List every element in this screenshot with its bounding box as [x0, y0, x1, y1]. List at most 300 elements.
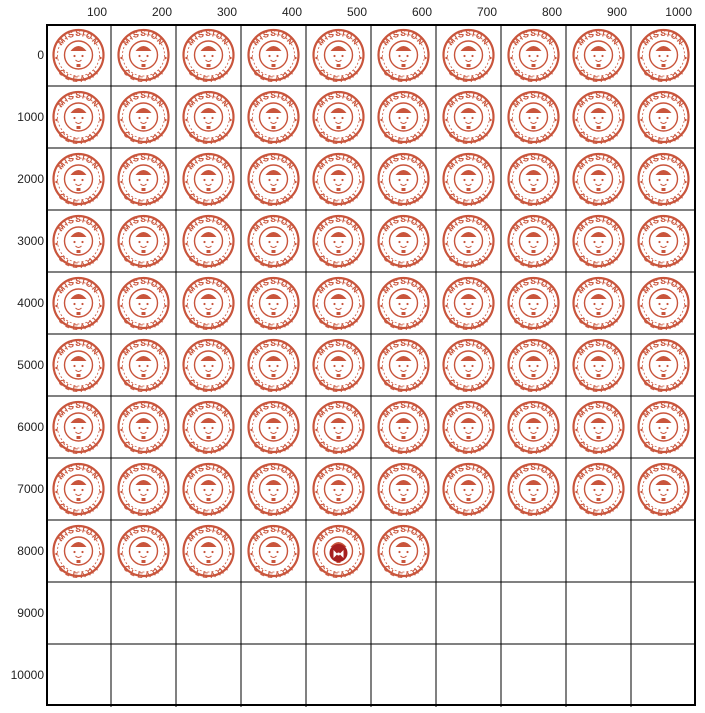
stamp-character-icon: [266, 232, 282, 253]
stamp-character-icon: [461, 418, 477, 439]
mission-clear-stamp: [509, 463, 559, 518]
mission-clear-stamp: [314, 339, 364, 394]
stamp-top-text: MISSION: [316, 525, 362, 544]
column-label: 1000: [665, 5, 692, 19]
stamp-bottom-text: CLEAR!: [316, 253, 361, 271]
column-label: 300: [216, 5, 237, 19]
mission-clear-stamp: [314, 463, 364, 518]
stamp-character-icon: [526, 294, 542, 315]
stamp-character-icon: [71, 542, 87, 563]
stamp-bottom-text: CLEAR!: [316, 377, 361, 395]
stamp-top-text: MISSION: [511, 401, 557, 420]
column-label: 100: [86, 5, 107, 19]
mission-clear-stamp: [574, 401, 624, 456]
stamp-bottom-text: CLEAR!: [641, 377, 686, 395]
stamp-character-icon: [201, 294, 217, 315]
mission-clear-stamp: [119, 463, 169, 518]
column-label: 900: [606, 5, 627, 19]
column-header: [0, 0, 705, 24]
stamp-top-text: MISSION: [186, 153, 232, 172]
stamp-top-text: MISSION: [316, 153, 362, 172]
stamp-bottom-text: CLEAR!: [316, 563, 361, 581]
stamp-character-icon: [656, 356, 672, 377]
column-label: 800: [541, 5, 562, 19]
stamp-bottom-text: CLEAR!: [446, 191, 491, 209]
stamp-top-text: MISSION: [641, 215, 687, 234]
stamp-top-text: MISSION: [121, 29, 167, 48]
stamp-top-text: MISSION: [381, 91, 427, 110]
stamp-bottom-text: CLEAR!: [251, 439, 296, 457]
stamp-bottom-text: CLEAR!: [446, 501, 491, 519]
stamp-character-icon: [591, 418, 607, 439]
stamp-character-icon: [136, 170, 152, 191]
stamp-top-text: MISSION: [576, 153, 622, 172]
stamp-bottom-text: CLEAR!: [316, 191, 361, 209]
stamp-bottom-text: CLEAR!: [121, 501, 166, 519]
mission-clear-stamp: [444, 463, 494, 518]
stamp-character-icon: [331, 356, 347, 377]
stamp-top-text: MISSION: [186, 277, 232, 296]
stamp-character-icon: [591, 480, 607, 501]
mission-clear-stamp: [639, 215, 689, 270]
stamp-top-text: MISSION: [186, 525, 232, 544]
stamp-bottom-text: CLEAR!: [511, 129, 556, 147]
stamp-bottom-text: CLEAR!: [381, 377, 426, 395]
stamp-bottom-text: CLEAR!: [511, 191, 556, 209]
stamp-character-icon: [656, 108, 672, 129]
stamp-bottom-text: CLEAR!: [381, 563, 426, 581]
mission-clear-stamp: [509, 29, 559, 84]
mission-clear-stamp: [54, 463, 104, 518]
stamp-character-icon: [331, 418, 347, 439]
mission-clear-stamp: [54, 525, 104, 580]
mission-clear-stamp: [639, 153, 689, 208]
stamp-bottom-text: CLEAR!: [121, 563, 166, 581]
stamp-character-icon: [461, 46, 477, 67]
stamp-top-text: MISSION: [641, 153, 687, 172]
stamp-character-icon: [591, 46, 607, 67]
stamp-character-icon: [461, 170, 477, 191]
stamp-top-text: MISSION: [121, 91, 167, 110]
stamp-character-icon: [526, 480, 542, 501]
stamp-top-text: MISSION: [576, 29, 622, 48]
mission-clear-stamp: [54, 29, 104, 84]
mission-clear-stamp: [574, 153, 624, 208]
stamp-grid: [46, 24, 696, 707]
stamp-character-icon: [331, 480, 347, 501]
stamp-bottom-text: CLEAR!: [446, 377, 491, 395]
stamp-character-icon: [331, 294, 347, 315]
row-label: 2000: [17, 172, 44, 186]
mission-clear-stamp: [509, 401, 559, 456]
stamp-top-text: MISSION: [511, 153, 557, 172]
stamp-top-text: MISSION: [121, 525, 167, 544]
stamp-bottom-text: CLEAR!: [381, 315, 426, 333]
stamp-character-icon: [461, 480, 477, 501]
stamp-top-text: MISSION: [511, 91, 557, 110]
mission-clear-stamp: [314, 91, 364, 146]
stamp-character-icon: [526, 418, 542, 439]
stamp-character-icon: [71, 170, 87, 191]
stamp-character-icon: [201, 542, 217, 563]
stamp-character-icon: [461, 356, 477, 377]
stamp-character-icon: [331, 232, 347, 253]
mission-clear-stamp: [119, 339, 169, 394]
stamp-top-text: MISSION: [511, 29, 557, 48]
stamp-character-icon: [461, 108, 477, 129]
mission-clear-stamp: [184, 463, 234, 518]
stamp-character-icon: [201, 418, 217, 439]
row-label: 5000: [17, 358, 44, 372]
stamp-bottom-text: CLEAR!: [251, 129, 296, 147]
stamp-character-icon: [136, 542, 152, 563]
row-label: 7000: [17, 482, 44, 496]
stamp-top-text: MISSION: [641, 29, 687, 48]
stamp-top-text: MISSION: [56, 401, 102, 420]
stamp-top-text: MISSION: [576, 463, 622, 482]
mission-clear-stamp: [314, 215, 364, 270]
mission-clear-stamp: [444, 153, 494, 208]
stamp-bottom-text: CLEAR!: [641, 191, 686, 209]
stamp-top-text: MISSION: [316, 29, 362, 48]
stamp-character-icon: [526, 108, 542, 129]
stamp-top-text: MISSION: [56, 463, 102, 482]
stamp-character-icon: [656, 480, 672, 501]
stamp-bottom-text: CLEAR!: [121, 191, 166, 209]
mission-clear-stamp: [314, 401, 364, 456]
mission-clear-stamp: [509, 277, 559, 332]
stamp-character-icon: [591, 356, 607, 377]
stamp-bottom-text: CLEAR!: [511, 253, 556, 271]
stamp-top-text: MISSION: [381, 339, 427, 358]
mission-clear-stamp: [444, 29, 494, 84]
stamp-bottom-text: CLEAR!: [511, 315, 556, 333]
mission-clear-stamp: [639, 29, 689, 84]
stamp-character-icon: [136, 108, 152, 129]
mission-clear-stamp: [574, 91, 624, 146]
stamp-top-text: MISSION: [251, 215, 297, 234]
column-label: 400: [281, 5, 302, 19]
stamp-top-text: MISSION: [381, 525, 427, 544]
stamp-character-icon: [331, 108, 347, 129]
stamp-bottom-text: CLEAR!: [186, 253, 231, 271]
mission-clear-stamp: [444, 401, 494, 456]
stamp-bottom-text: CLEAR!: [511, 439, 556, 457]
stamp-bottom-text: CLEAR!: [576, 191, 621, 209]
stamp-top-text: MISSION: [446, 339, 492, 358]
row-label: 8000: [17, 544, 44, 558]
stamp-bottom-text: CLEAR!: [251, 191, 296, 209]
stamp-character-icon: [396, 418, 412, 439]
stamp-character-icon: [396, 542, 412, 563]
stamp-character-icon: [201, 170, 217, 191]
mission-clear-stamp: [639, 339, 689, 394]
stamp-top-text: MISSION: [121, 463, 167, 482]
stamp-bottom-text: CLEAR!: [186, 315, 231, 333]
stamp-bottom-text: CLEAR!: [186, 129, 231, 147]
stamp-bottom-text: CLEAR!: [381, 253, 426, 271]
stamp-top-text: MISSION: [641, 91, 687, 110]
stamp-bottom-text: CLEAR!: [446, 439, 491, 457]
stamp-top-text: MISSION: [576, 215, 622, 234]
stamp-bottom-text: CLEAR!: [121, 315, 166, 333]
stamp-bottom-text: CLEAR!: [186, 377, 231, 395]
stamp-character-icon: [461, 294, 477, 315]
stamp-character-icon: [656, 232, 672, 253]
mission-clear-stamp: [249, 277, 299, 332]
mission-clear-stamp: [184, 401, 234, 456]
stamp-bottom-text: CLEAR!: [251, 315, 296, 333]
mission-clear-stamp: [444, 277, 494, 332]
stamp-character-icon: [591, 294, 607, 315]
mission-clear-stamp: [314, 29, 364, 84]
mission-clear-stamp: [249, 463, 299, 518]
mission-clear-stamp: [54, 401, 104, 456]
mission-clear-stamp: [444, 91, 494, 146]
mission-clear-stamp: [249, 29, 299, 84]
stamp-bottom-text: CLEAR!: [381, 67, 426, 85]
mission-clear-stamp: [509, 153, 559, 208]
stamp-character-icon: [396, 480, 412, 501]
stamp-bottom-text: CLEAR!: [56, 191, 101, 209]
stamp-bottom-text: CLEAR!: [56, 129, 101, 147]
mission-clear-stamp: [639, 91, 689, 146]
stamp-character-icon: [396, 356, 412, 377]
mission-clear-stamp: [184, 215, 234, 270]
stamp-bottom-text: CLEAR!: [186, 67, 231, 85]
column-label: 600: [411, 5, 432, 19]
stamp-top-text: MISSION: [251, 339, 297, 358]
stamp-top-text: MISSION: [251, 401, 297, 420]
stamp-top-text: MISSION: [251, 277, 297, 296]
stamp-top-text: MISSION: [316, 277, 362, 296]
stamp-bottom-text: CLEAR!: [186, 191, 231, 209]
stamp-character-icon: [71, 356, 87, 377]
mission-clear-stamp: [184, 91, 234, 146]
stamp-bottom-text: CLEAR!: [576, 377, 621, 395]
stamp-character-icon: [266, 108, 282, 129]
stamp-top-text: MISSION: [121, 277, 167, 296]
stamp-bottom-text: CLEAR!: [56, 253, 101, 271]
stamp-bottom-text: CLEAR!: [56, 563, 101, 581]
mission-clear-stamp: [379, 29, 429, 84]
mission-clear-stamp: [314, 153, 364, 208]
stamp-top-text: MISSION: [56, 29, 102, 48]
stamp-character-icon: [656, 418, 672, 439]
stamp-bottom-text: CLEAR!: [316, 439, 361, 457]
stamp-bottom-text: CLEAR!: [316, 501, 361, 519]
stamp-character-icon: [201, 480, 217, 501]
mission-clear-stamp: [119, 277, 169, 332]
stamp-bottom-text: CLEAR!: [121, 377, 166, 395]
row-label: 10000: [10, 668, 44, 682]
special-mark-icon: [330, 544, 348, 562]
stamp-top-text: MISSION: [381, 463, 427, 482]
mission-clear-stamp: [184, 525, 234, 580]
stamp-top-text: MISSION: [511, 277, 557, 296]
stamp-bottom-text: CLEAR!: [316, 129, 361, 147]
stamp-top-text: MISSION: [381, 215, 427, 234]
mission-clear-stamp: [509, 339, 559, 394]
mission-clear-stamp: [119, 29, 169, 84]
mission-clear-stamp: [379, 339, 429, 394]
mission-clear-stamp: [574, 29, 624, 84]
mission-clear-stamp: [574, 339, 624, 394]
stamp-top-text: MISSION: [121, 153, 167, 172]
stamp-bottom-text: CLEAR!: [186, 439, 231, 457]
stamp-character-icon: [71, 46, 87, 67]
stamp-bottom-text: CLEAR!: [446, 253, 491, 271]
mission-clear-stamp: [379, 401, 429, 456]
stamp-bottom-text: CLEAR!: [576, 439, 621, 457]
stamp-top-text: MISSION: [446, 401, 492, 420]
mission-clear-stamp: [119, 91, 169, 146]
stamp-character-icon: [136, 480, 152, 501]
stamp-top-text: MISSION: [251, 463, 297, 482]
mission-clear-stamp: [314, 277, 364, 332]
mission-clear-stamp: [639, 463, 689, 518]
stamp-character-icon: [71, 480, 87, 501]
stamp-top-text: MISSION: [56, 215, 102, 234]
stamp-bottom-text: CLEAR!: [511, 67, 556, 85]
stamp-bottom-text: CLEAR!: [576, 501, 621, 519]
stamp-top-text: MISSION: [641, 277, 687, 296]
column-label: 500: [346, 5, 367, 19]
stamp-bottom-text: CLEAR!: [251, 67, 296, 85]
stamp-character-icon: [396, 232, 412, 253]
stamp-bottom-text: CLEAR!: [121, 129, 166, 147]
stamp-bottom-text: CLEAR!: [121, 439, 166, 457]
stamp-top-text: MISSION: [186, 463, 232, 482]
stamp-top-text: MISSION: [381, 29, 427, 48]
stamp-top-text: MISSION: [576, 91, 622, 110]
stamp-bottom-text: CLEAR!: [56, 501, 101, 519]
mission-clear-stamp: [379, 153, 429, 208]
stamp-character-icon: [526, 232, 542, 253]
row-label: 3000: [17, 234, 44, 248]
stamp-character-icon: [396, 108, 412, 129]
stamp-bottom-text: CLEAR!: [251, 377, 296, 395]
mission-clear-stamp: [249, 91, 299, 146]
stamp-bottom-text: CLEAR!: [576, 67, 621, 85]
stamp-top-text: MISSION: [316, 339, 362, 358]
stamp-bottom-text: CLEAR!: [576, 315, 621, 333]
mission-clear-stamp: [184, 339, 234, 394]
stamp-top-text: MISSION: [121, 401, 167, 420]
stamp-bottom-text: CLEAR!: [641, 129, 686, 147]
mission-clear-stamp: [54, 91, 104, 146]
stamp-top-text: MISSION: [381, 277, 427, 296]
stamp-bottom-text: CLEAR!: [316, 67, 361, 85]
stamp-top-text: MISSION: [56, 277, 102, 296]
mission-clear-stamp: [184, 277, 234, 332]
stamp-top-text: MISSION: [56, 525, 102, 544]
mission-clear-stamp: [249, 215, 299, 270]
stamp-bottom-text: CLEAR!: [641, 439, 686, 457]
stamp-character-icon: [136, 418, 152, 439]
stamp-top-text: MISSION: [186, 215, 232, 234]
stamp-top-text: MISSION: [511, 339, 557, 358]
stamp-top-text: MISSION: [641, 339, 687, 358]
stamp-top-text: MISSION: [251, 153, 297, 172]
stamp-bottom-text: CLEAR!: [446, 67, 491, 85]
stamp-character-icon: [656, 294, 672, 315]
row-label: 9000: [17, 606, 44, 620]
stamp-bottom-text: CLEAR!: [121, 253, 166, 271]
mission-clear-stamp: [574, 215, 624, 270]
stamp-character-icon: [331, 46, 347, 67]
stamp-bottom-text: CLEAR!: [316, 315, 361, 333]
stamp-character-icon: [396, 170, 412, 191]
stamp-top-text: MISSION: [381, 401, 427, 420]
stamp-bottom-text: CLEAR!: [56, 67, 101, 85]
mission-clear-stamp: [184, 153, 234, 208]
stamp-bottom-text: CLEAR!: [251, 253, 296, 271]
stamp-character-icon: [526, 170, 542, 191]
stamp-top-text: MISSION: [511, 215, 557, 234]
mission-clear-stamp: [574, 463, 624, 518]
stamp-top-text: MISSION: [251, 91, 297, 110]
stamp-character-icon: [656, 170, 672, 191]
stamp-bottom-text: CLEAR!: [511, 501, 556, 519]
stamp-top-text: MISSION: [446, 215, 492, 234]
stamp-top-text: MISSION: [446, 277, 492, 296]
stamp-character-icon: [136, 46, 152, 67]
stamp-character-icon: [201, 46, 217, 67]
stamp-character-icon: [526, 356, 542, 377]
stamp-top-text: MISSION: [251, 29, 297, 48]
stamp-character-icon: [201, 356, 217, 377]
stamp-character-icon: [331, 170, 347, 191]
row-label: 1000: [17, 110, 44, 124]
mission-clear-stamp: [379, 463, 429, 518]
column-label: 200: [151, 5, 172, 19]
stamp-bottom-text: CLEAR!: [381, 129, 426, 147]
stamp-top-text: MISSION: [576, 339, 622, 358]
mission-clear-stamp: [379, 277, 429, 332]
stamp-top-text: MISSION: [641, 401, 687, 420]
stamp-character-icon: [136, 356, 152, 377]
stamp-top-text: MISSION: [186, 91, 232, 110]
stamp-top-text: MISSION: [316, 463, 362, 482]
stamp-bottom-text: CLEAR!: [576, 129, 621, 147]
mission-clear-stamp: [54, 277, 104, 332]
stamp-character-icon: [656, 46, 672, 67]
stamp-character-icon: [591, 170, 607, 191]
mission-clear-stamp: [249, 525, 299, 580]
stamp-top-text: MISSION: [316, 215, 362, 234]
stamp-bottom-text: CLEAR!: [56, 377, 101, 395]
stamp-bottom-text: CLEAR!: [186, 563, 231, 581]
column-label: 700: [476, 5, 497, 19]
mission-clear-stamp: [639, 401, 689, 456]
stamp-top-text: MISSION: [446, 29, 492, 48]
row-label: 0: [37, 48, 44, 62]
stamp-character-icon: [201, 108, 217, 129]
stamp-character-icon: [396, 46, 412, 67]
stamp-bottom-text: CLEAR!: [641, 253, 686, 271]
stamp-character-icon: [71, 108, 87, 129]
stamp-bottom-text: CLEAR!: [121, 67, 166, 85]
stamp-character-icon: [266, 480, 282, 501]
mission-clear-stamp: [444, 215, 494, 270]
stamp-character-icon: [201, 232, 217, 253]
row-header: [0, 24, 46, 713]
stamp-character-icon: [591, 232, 607, 253]
mission-clear-stamp: [119, 153, 169, 208]
stamp-character-icon: [266, 170, 282, 191]
stamp-top-text: MISSION: [576, 401, 622, 420]
